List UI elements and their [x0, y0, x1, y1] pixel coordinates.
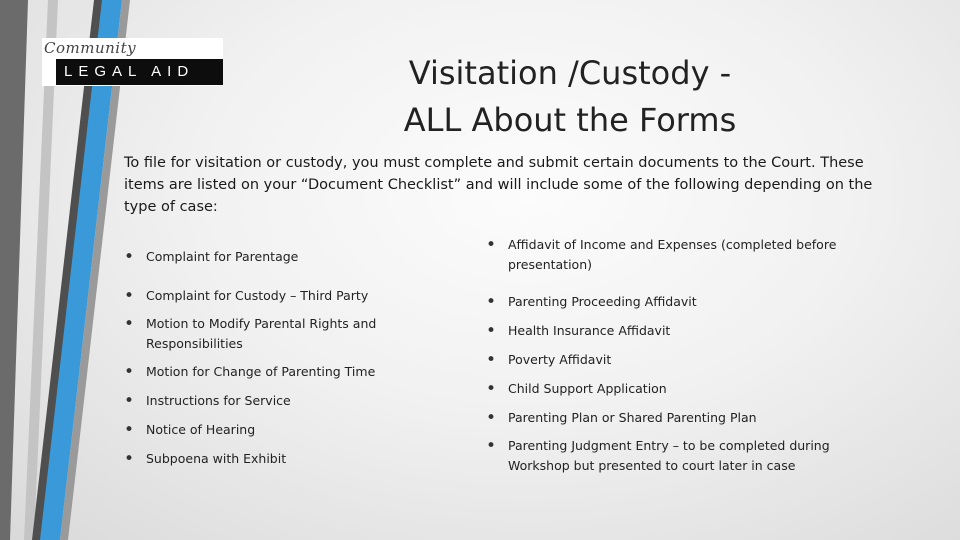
bullet-icon: • [486, 292, 497, 312]
list-item-text: Subpoena with Exhibit [146, 451, 287, 466]
stripe-dark-outer [0, 0, 28, 540]
bullet-icon: • [124, 247, 135, 267]
title-line-2: ALL About the Forms [403, 101, 737, 139]
left-document-list [122, 247, 422, 469]
list-item-text: Parenting Judgment Entry – to be completed during Workshop but presented to court later in case [508, 438, 830, 473]
list-item-text: Instructions for Service [146, 393, 291, 408]
intro-paragraph: To file for visitation or custody, you must complete and submit certain documents to the Court. These items are listed on your “Document Checklist” and will include some of the following depending on the type of case: [124, 155, 873, 215]
bullet-icon: • [124, 449, 135, 469]
bullet-icon: • [486, 436, 497, 456]
bullet-icon: • [124, 391, 135, 411]
list-item [122, 314, 422, 354]
title-line-1: Visitation /Custody - [408, 54, 732, 92]
list-item [122, 247, 422, 267]
list-item-text: Complaint for Custody – Third Party [146, 288, 369, 303]
logo-bar-text: LEGAL AID [56, 59, 223, 85]
list-item-text: Affidavit of Income and Expenses (completed before presentation) [508, 237, 837, 272]
list-item-text: Motion for Change of Parenting Time [146, 364, 376, 379]
list-item [484, 350, 864, 370]
bullet-icon: • [124, 362, 135, 382]
list-item-text: Motion to Modify Parental Rights and Responsibilities [146, 316, 377, 351]
list-item-text: Poverty Affidavit [508, 352, 612, 367]
logo-script-text: Community [44, 39, 137, 57]
list-item [122, 391, 422, 411]
list-item-text: Parenting Proceeding Affidavit [508, 294, 697, 309]
list-item [484, 235, 864, 275]
bullet-icon: • [124, 420, 135, 440]
slide-title [360, 50, 780, 144]
list-item [122, 420, 422, 440]
list-item [484, 292, 864, 312]
bullet-icon: • [486, 235, 497, 255]
list-item-text: Notice of Hearing [146, 422, 256, 437]
list-item [122, 449, 422, 469]
list-item [484, 379, 864, 399]
bullet-icon: • [486, 408, 497, 428]
list-item [484, 408, 864, 428]
list-item [122, 286, 422, 306]
list-item-text: Parenting Plan or Shared Parenting Plan [508, 410, 757, 425]
list-item-text: Health Insurance Affidavit [508, 323, 671, 338]
bullet-icon: • [124, 286, 135, 306]
list-item-text: Child Support Application [508, 381, 667, 396]
list-item [484, 436, 864, 476]
list-item-text: Complaint for Parentage [146, 249, 299, 264]
community-legal-aid-logo [42, 38, 223, 86]
bullet-icon: • [124, 314, 135, 334]
bullet-icon: • [486, 350, 497, 370]
list-item [122, 362, 422, 382]
right-document-list [484, 235, 864, 476]
bullet-icon: • [486, 321, 497, 341]
bullet-icon: • [486, 379, 497, 399]
list-item [484, 321, 864, 341]
